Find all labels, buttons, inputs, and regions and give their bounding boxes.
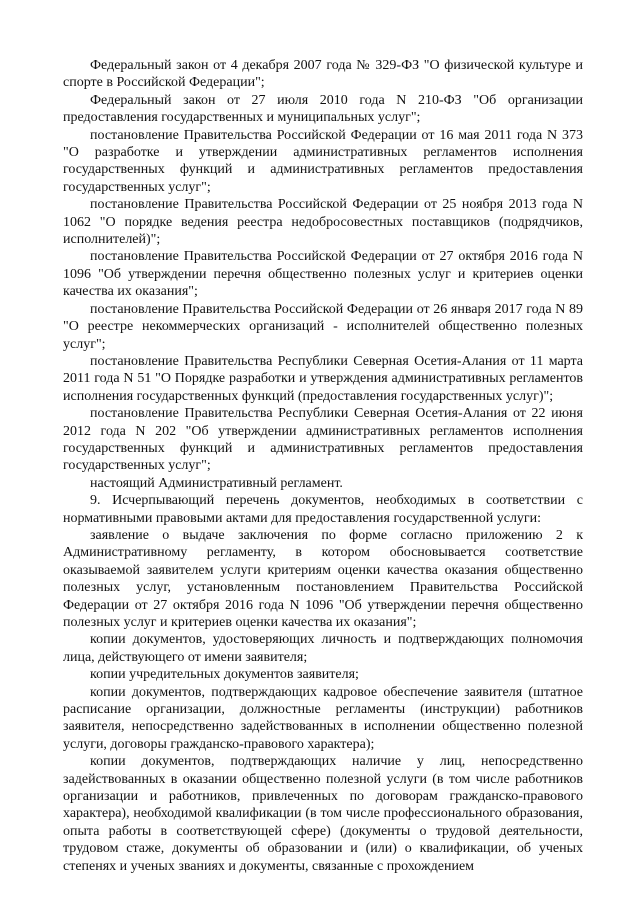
paragraph-resolution-89: постановление Правительства Российской Федерации от 26 января 2017 года N 89 "О реестре некоммерческих организаций - исполнителей общественно полезных услуг";: [63, 301, 583, 352]
paragraph-resolution-1062: постановление Правительства Российской Федерации от 25 ноября 2013 года N 1062 "О порядке ведения реестра недобросовестных поставщиков (подрядчиков, исполнителей)";: [63, 197, 583, 248]
paragraph-founding-documents: копии учредительных документов заявителя;: [90, 667, 359, 683]
paragraph-federal-law-329: Федеральный закон от 4 декабря 2007 года № 329-ФЗ "О физической культуре и спорте в Российской Федерации";: [63, 58, 583, 91]
paragraph-resolution-373: постановление Правительства Российской Федерации от 16 мая 2011 года N 373 "О разработке и утверждении административных регламентов исполнения государственных функций и административных регламентов предоставления государственных услуг";: [63, 127, 583, 195]
paragraph-federal-law-210: Федеральный закон от 27 июля 2010 года N 210-ФЗ "Об организации предоставления государственных и муниципальных услуг";: [63, 92, 583, 126]
paragraph-item-9: 9. Исчерпывающий перечень документов, необходимых в соответствии с нормативными правовыми актами для предоставления государственной услуги:: [63, 493, 583, 526]
paragraph-qualification-documents: копии документов, подтверждающих наличие у лиц, непосредственно задействованных в оказании общественно полезной услуги (в том числе работников организации и работников, привлеченных по договорам гражданско-правового характера), необходимой квалификации (в том числе профессионального образования, опыта работы в соответствующей сфере) (документы о трудовой деятельности, трудовом стаже, документы об образовании и (или) о квалификации, об ученых степенях и ученых званиях и документы, связанные с прохождением: [63, 754, 583, 874]
document-page: [63, 57, 583, 875]
paragraph-present-regulation: настоящий Административный регламент.: [90, 475, 343, 491]
paragraph-application: заявление о выдаче заключения по форме согласно приложению 2 к Административному регламенту, в котором обосновывается соответствие оказываемой заявителем услуги критериям оценки качества оказания общественно полезных услуг, установленным постановлением Правительства Российской Федерации от 27 октября 2016 года N 1096 "Об утверждении перечня общественно полезных услуг и критериев оценки качества их оказания";: [63, 527, 583, 630]
paragraph-resolution-202: постановление Правительства Республики Северная Осетия-Алания от 22 июня 2012 года N 202 "Об утверждении административных регламентов исполнения государственных функций и административных регламентов предоставления государственных услуг";: [63, 406, 583, 474]
paragraph-identity-copies: копии документов, удостоверяющих личность и подтверждающих полномочия лица, действующего от имени заявителя;: [63, 632, 583, 665]
paragraph-staffing-documents: копии документов, подтверждающих кадровое обеспечение заявителя (штатное расписание организации, должностные регламенты (инструкции) работников заявителя, непосредственно задействованных в исполнении общественно полезной услуги, договоры гражданско-правового характера);: [63, 684, 583, 752]
paragraph-resolution-1096: постановление Правительства Российской Федерации от 27 октября 2016 года N 1096 "Об утверждении перечня общественно полезных услуг и критериев оценки качества их оказания";: [63, 249, 583, 300]
paragraph-resolution-51: постановление Правительства Республики Северная Осетия-Алания от 11 марта 2011 года N 51 "О Порядке разработки и утверждения административных регламентов исполнения государственных функций (предоставления государственных услуг)";: [63, 353, 583, 404]
